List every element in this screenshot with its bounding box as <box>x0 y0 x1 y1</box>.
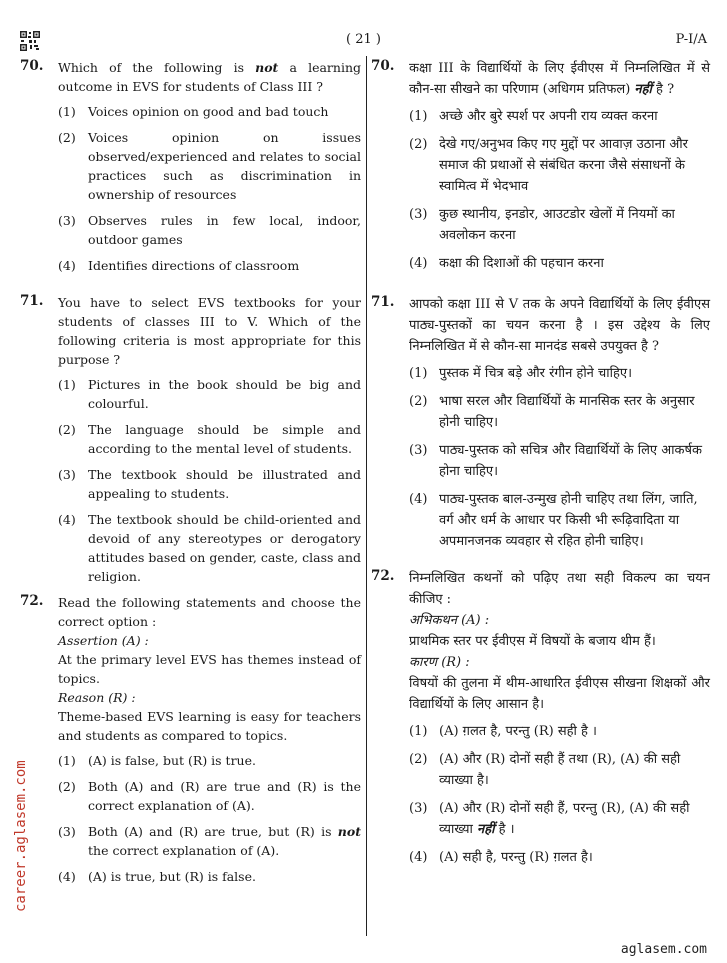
paper-code: P-I/A <box>675 32 707 47</box>
option: (4) (A) is true, but (R) is false. <box>58 869 256 884</box>
option: (1) अच्छे और बुरे स्पर्श पर अपनी राय व्यक्त करना <box>409 109 658 124</box>
question-number: 70. <box>371 58 395 74</box>
option: (3) Both (A) and (R) are true, but (R) is not the correct explanation of (A). <box>58 824 361 858</box>
option: (2) The language should be simple and according to the mental level of students. <box>58 422 361 456</box>
option: (4) (A) सही है, परन्तु (R) ग़लत है। <box>409 850 593 865</box>
english-column <box>20 58 361 893</box>
question-number: 71. <box>20 293 44 309</box>
option: (4) कक्षा की दिशाओं की पहचान करना <box>409 256 604 271</box>
option: (3) (A) और (R) दोनों सही हैं, परन्तु (R), (A) की सही व्याख्या नहीं है । <box>409 801 690 837</box>
question-stem: Which of the following is not a learning outcome in EVS for students of Class III ? <box>58 60 361 94</box>
option: (3) The textbook should be illustrated and appealing to students. <box>58 467 361 501</box>
reason-text: विषयों की तुलना में थीम-आधारित ईवीएस सीखना शिक्षकों और विद्यार्थियों के लिए आसान है। <box>409 676 710 712</box>
emphasis-not: not <box>337 824 361 839</box>
emphasis-not: नहीं <box>634 82 652 97</box>
option: (1) Pictures in the book should be big and colourful. <box>58 377 361 411</box>
option: (1) (A) ग़लत है, परन्तु (R) सही है । <box>409 724 597 739</box>
option: (3) पाठ्य-पुस्तक को सचित्र और विद्यार्थियों के लिए आकर्षक होना चाहिए। <box>409 443 702 479</box>
side-watermark: career.aglasem.com <box>13 760 29 912</box>
assertion-text: At the primary level EVS has themes instead of topics. <box>58 652 361 686</box>
hindi-column <box>371 58 710 875</box>
question-number: 70. <box>20 58 44 74</box>
option: (2) भाषा सरल और विद्यार्थियों के मानसिक स्तर के अनुसार होनी चाहिए। <box>409 394 695 430</box>
assertion-label: Assertion (A) : <box>58 633 149 648</box>
footer-watermark: aglasem.com <box>620 942 707 957</box>
question-70-hindi <box>371 58 710 274</box>
question-71-english <box>20 293 361 586</box>
option: (1) (A) is false, but (R) is true. <box>58 753 256 768</box>
option: (1) पुस्तक में चित्र बड़े और रंगीन होने चाहिए। <box>409 366 633 381</box>
assertion-label: अभिकथन (A) : <box>409 613 490 628</box>
page-number: ( 21 ) <box>346 32 381 47</box>
question-72-english <box>20 593 361 886</box>
question-72-hindi <box>371 568 710 868</box>
option: (4) पाठ्य-पुस्तक बाल-उन्मुख होनी चाहिए तथा लिंग, जाति, वर्ग और धर्म के आधार पर किसी भी रूढ़िवादिता या अपमानजनक व्यवहार से रहित होनी चाहिए। <box>409 492 698 549</box>
question-number: 72. <box>20 593 44 609</box>
question-70-english <box>20 58 361 275</box>
question-stem: निम्नलिखित कथनों को पढ़िए तथा सही विकल्प का चयन कीजिए : <box>409 571 710 607</box>
emphasis-not: not <box>255 60 279 75</box>
question-71-hindi <box>371 294 710 552</box>
question-stem: कक्षा III के विद्यार्थियों के लिए ईवीएस में निम्नलिखित में से कौन-सा सीखने का परिणाम (अधिगम प्रतिफल) नहीं है ? <box>409 61 710 97</box>
reason-label: Reason (R) : <box>58 690 136 705</box>
option: (2) (A) और (R) दोनों सही हैं तथा (R), (A) की सही व्याख्या है। <box>409 752 681 788</box>
option: (2) देखे गए/अनुभव किए गए मुद्दों पर आवाज़ उठाना और समाज की प्रथाओं से संबंधित करना जैसे संसाधनों के स्वामित्व में भेदभाव <box>409 137 688 194</box>
option: (2) Voices opinion on issues observed/experienced and relates to social practices such as discrimination in ownership of resources <box>58 130 361 202</box>
assertion-text: प्राथमिक स्तर पर ईवीएस में विषयों के बजाय थीम हैं। <box>409 634 656 649</box>
question-number: 71. <box>371 294 395 310</box>
emphasis-not: नहीं <box>477 822 495 837</box>
option: (4) Identifies directions of classroom <box>58 258 300 273</box>
option: (3) Observes rules in few local, indoor, outdoor games <box>58 213 361 247</box>
question-stem: आपको कक्षा III से V तक के अपने विद्यार्थियों के लिए ईवीएस पाठ्य-पुस्तकों का चयन करना है । इस उद्देश्य के लिए निम्नलिखित में से कौन-सा मानदंड सबसे उपयुक्त है ? <box>409 297 710 354</box>
question-number: 72. <box>371 568 395 584</box>
question-stem: You have to select EVS textbooks for your students of classes III to V. Which of the following criteria is most appropriate for this purpose ? <box>58 295 361 367</box>
reason-label: कारण (R) : <box>409 655 470 670</box>
reason-text: Theme-based EVS learning is easy for teachers and students as compared to topics. <box>58 709 361 743</box>
option: (1) Voices opinion on good and bad touch <box>58 104 329 119</box>
option: (4) The textbook should be child-oriented and devoid of any stereotypes or derogatory attitudes based on gender, caste, class and religion. <box>58 512 361 584</box>
question-stem: Read the following statements and choose the correct option : <box>58 595 361 629</box>
option: (3) कुछ स्थानीय, इनडोर, आउटडोर खेलों में नियमों का अवलोकन करना <box>409 207 675 243</box>
column-divider <box>366 56 367 936</box>
option: (2) Both (A) and (R) are true and (R) is the correct explanation of (A). <box>58 779 361 813</box>
